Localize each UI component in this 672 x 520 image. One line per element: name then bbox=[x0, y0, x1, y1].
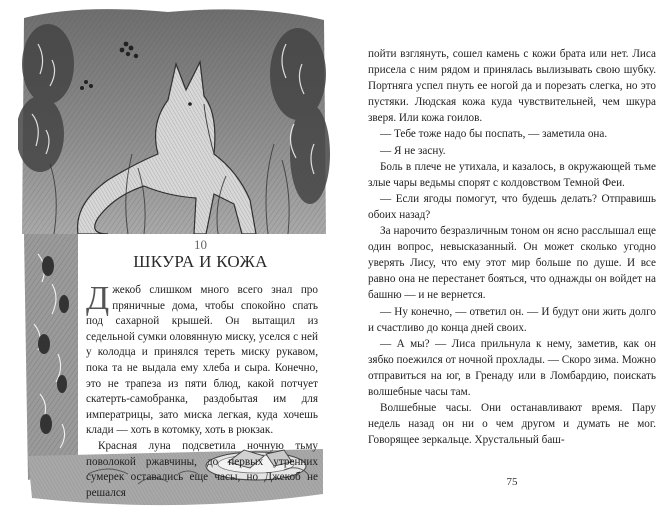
drop-cap: Д bbox=[86, 280, 110, 317]
paragraph: Волшебные часы. Они останавливают время. Пару недель назад он ни о чем другом и думать не мог. Говорящее зеркальце. Хрустальный баш- bbox=[368, 402, 656, 447]
chapter-text-panel bbox=[78, 234, 323, 499]
paragraph: — А мы? — Лиса прильнула к нему, заметив, как он зябко поежился от ночной прохлады. — Скоро зима. Можно отправиться на юг, в Гренаду или в Ломбардию, поискать волшебные часы там. bbox=[368, 337, 656, 398]
paragraph: — Тебе тоже надо бы поспать, — заметила она. bbox=[380, 128, 608, 141]
paragraph bbox=[86, 280, 318, 439]
left-page bbox=[18, 4, 330, 516]
chapter-title: ШКУРА И КОЖА bbox=[133, 252, 268, 271]
paragraph: Боль в плече не утихала, и казалось, в окружающей тьме злые чары ведьмы спорят с колдовством Темной Феи. bbox=[368, 160, 656, 189]
page-body bbox=[368, 46, 656, 448]
chapter-body bbox=[86, 280, 318, 501]
paragraph: За нарочито безразличным тоном он ясно расслышал еще один вопрос, невысказанный. Он может сколько угодно уверять Лису, что ему этот мир больше по душе. И все равно она не перестанет бояться, что однажды он войдет на башню — и не вернется. bbox=[368, 225, 656, 302]
right-page bbox=[368, 0, 656, 520]
paragraph: пойти взглянуть, сошел камень с кожи брата или нет. Лиса присела с ним рядом и принялась вылизывать свою шубку. Портняга успел пнуть ее ногой да и порезать слегка, но это пустяки. Людская кожа куда чувствительней, чем шкура зверя. Или кожа гоилов. bbox=[368, 48, 656, 125]
paragraph-text: жекоб слишком много всего знал про пряничные дома, чтобы спокойно спать под сахарной крышей. Он вытащил из седельной сумки оловянную миску, уселся с ней у колодца и принялся тереть миску рукавом, пока та не выдала ему хлеба и сыра. Конечно, это не трапеза из пяти блюд, какой потчует скатерть-самобранка, раздобытая им для императрицы, зато миска легкая, куда хочешь клади — хоть в котомку, хоть в рюкзак. bbox=[86, 284, 318, 437]
paragraph: — Я не засну. bbox=[380, 144, 446, 157]
chapter-number: 10 bbox=[194, 237, 207, 252]
paragraph: — Если ягоды помогут, что будешь делать? Отправишь обоих назад? bbox=[368, 192, 656, 221]
paragraph: — Ну конечно, — ответил он. — И будут они жить долго и счастливо до конца дней своих. bbox=[368, 305, 656, 334]
page-number: 75 bbox=[506, 476, 518, 488]
paragraph: Красная луна подсветила ночную тьму поволокой ржавчины, до первых утренних сумерек оставались еще часы, но Джекоб не решался bbox=[86, 439, 318, 499]
